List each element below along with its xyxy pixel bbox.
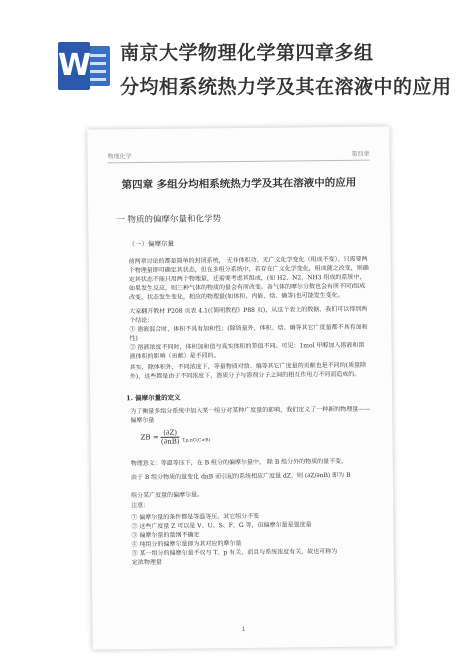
note-item: ③ 偏摩尔量的量纲不确定 [131,531,200,540]
document-page-preview [87,126,394,649]
paragraph: 物理意义：等温等压下，在 B 组分的偏摩尔量中， 除 B 组分外的物质的量不变， [130,457,348,468]
formula-numerator: (∂Z) [161,429,180,438]
subsection-title: （一）偏摩尔量 [128,239,175,249]
document-title-line2: 分均相系统热力学及其在溶液中的应用 [120,76,452,98]
section-title: 一 物质的偏摩尔量和化学势 [116,214,222,226]
page-header [108,149,370,164]
paragraph: 注意： [131,501,150,510]
paragraph: 前两章讨论的都是简单的封闭系统， 无非体积功、无广义化学变化（组成不变）。只需要两个物理量即可确定其状态，但在多组分系统中，若存在广义化学变化，组成随之改变，则确定其状态不能只用两个物理量，还需要考虑其组成，(如 H2、N2、NH3 组成的系统中，如果发生反应，则三种气体的物质的量会有所改变。各气体的摩尔分数也会有所不同)组成改变，状态发生变化，相应的物理量(如体积、内能、焓、熵等)也可能发生变化。 [128,255,369,302]
word-document-icon [58,42,110,90]
page-header-right: 第四章 [351,150,370,158]
conclusion-item: ② 溶液浓度不同时，体积加和值与真实体积的差值不同。可见：1mol 甲醇加入溶液和溶液体积的影响（贡献）是不同的。 [129,341,365,361]
note-item: ⑤ 某一组分的偏摩尔量不仅与 T、p 有关，而且与系统浓度有关，故也可称为 [131,548,338,558]
document-banner [0,0,474,112]
partial-molar-formula [140,428,210,446]
note-item: ② 这些广度量 Z 可以是 V、U、S、F、G 等，但偏摩尔量是强度量 [131,521,312,531]
notes-list [131,511,372,568]
conclusion-item: ① 溶液混合时，体积不具有加和性；(除质量外，体积、焓、熵等其它广度量都不具有加和性) [129,323,368,343]
page-header-left: 物理化学 [107,153,132,161]
note-item: 定浓物理量 [131,558,162,567]
paragraph: 为了衡量多组分系统中加入某一组分对某种广度量的影响，我们定义了一种新的物理量——偏摩尔量 [130,405,371,425]
formula-fraction [161,429,180,446]
formula-subscript: T,p,nC(C≠B) [181,438,211,444]
paragraph: 大家翻开教材 P208 页表 4.1(《简明教程》P88 页)，从这个表上的数据，我们可以得到两个结论： [129,305,368,325]
page-number: 1 [241,625,246,634]
document-title-line1: 南京大学物理化学第四章多组 [120,42,374,64]
note-item: ④ 纯组分的偏摩尔量即为其对应的摩尔量 [131,540,242,549]
note-item: ① 偏摩尔量的条件都是等温等压，其它组分不变 [131,512,260,522]
formula-lhs: ZB = [140,433,161,442]
chapter-title: 第四章 多组分均相系统热力学及其在溶液中的应用 [121,176,357,192]
paragraph: 由于 B 组分物质的量变化 dnB 而引起的系统相应广度量 dZ，则 (∂Z/∂nB) 即为 B [130,471,351,482]
paragraph: 其实，除体积外，不同浓度下，等量物质对焓、熵等其它广度量的贡献也是不同的(质量除外)，这些都是由于不同浓度下，溶质分子与溶剂分子之间的相互作用力不同而造成的。 [129,361,367,381]
formula-denominator: (∂nB) [160,437,180,446]
definition-heading: 1. 偏摩尔量的定义 [126,393,181,403]
paragraph: 组分某广度量的偏摩尔量。 [131,491,204,500]
word-icon-letter: W [58,42,90,90]
